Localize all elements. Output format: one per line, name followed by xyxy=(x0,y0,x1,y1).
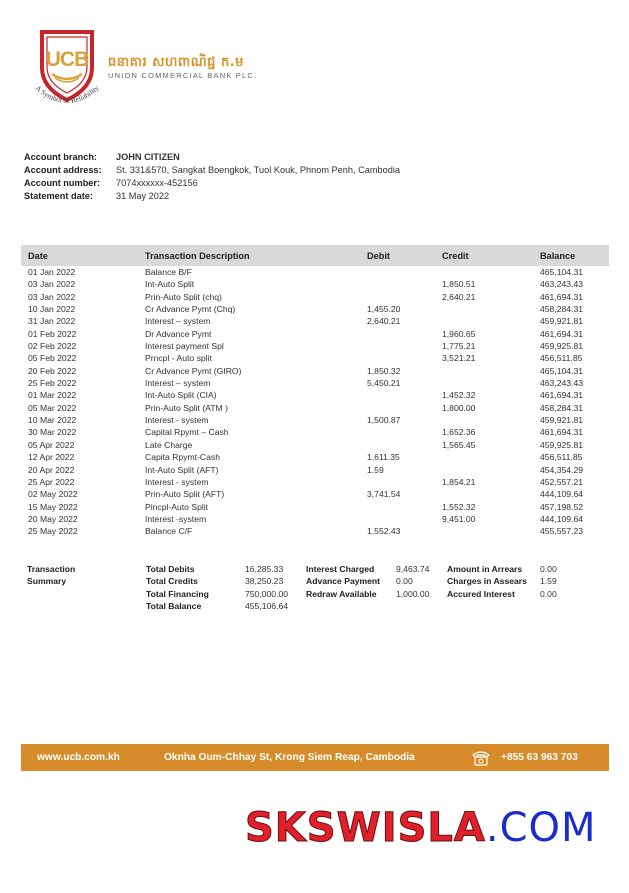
cell-credit: 1,960.65 xyxy=(442,328,476,339)
summary-value: 0.00 xyxy=(396,576,413,587)
cell-balance: 459,921.81 xyxy=(540,415,584,426)
table-row xyxy=(21,378,609,390)
header-balance: Balance xyxy=(540,251,576,261)
account-address-label: Account address: xyxy=(24,165,102,175)
summary-value: 0.00 xyxy=(540,564,557,574)
cell-balance: 456,511.85 xyxy=(540,452,583,463)
cell-date: 20 Apr 2022 xyxy=(28,464,75,475)
transactions-table-body xyxy=(21,267,609,539)
account-branch-value: JOHN CITIZEN xyxy=(116,152,180,162)
table-row xyxy=(21,267,609,279)
cell-description: Interest -system xyxy=(145,513,207,524)
summary-row xyxy=(27,589,617,601)
cell-description: Pincpl-Auto Split xyxy=(145,501,209,512)
summary-label: Advance Payment xyxy=(306,576,381,587)
cell-date: 31 Jan 2022 xyxy=(28,316,76,327)
summary-title: Transaction xyxy=(27,564,76,574)
account-number-row xyxy=(24,177,400,190)
bank-name-english: UNION COMMERCIAL BANK PLC. xyxy=(108,71,258,80)
cell-balance: 452,557.21 xyxy=(540,476,584,487)
header-date: Date xyxy=(28,251,48,261)
table-row xyxy=(21,403,609,415)
ucb-shield-icon xyxy=(28,28,106,108)
cell-balance: 459,925.81 xyxy=(540,341,584,352)
footer-phone: +855 63 963 703 xyxy=(501,752,578,763)
cell-credit: 1,775.21 xyxy=(442,341,476,352)
summary-label: Total Debits xyxy=(146,564,195,574)
cell-date: 20 May 2022 xyxy=(28,513,78,524)
account-address-value: St. 331&570, Sangkat Boengkok, Tuol Kouk, Phnom Penh, Cambodia xyxy=(116,165,400,175)
table-row xyxy=(21,502,609,514)
cell-balance: 456,511.85 xyxy=(540,353,583,364)
summary-row xyxy=(27,576,617,588)
cell-description: Interest - system xyxy=(145,415,209,426)
cell-balance: 461,694.31 xyxy=(540,390,584,401)
cell-balance: 454,354.29 xyxy=(540,464,584,475)
cell-description: Prin-Auto Split (ATM ) xyxy=(145,402,228,413)
transactions-table-header xyxy=(21,245,609,266)
table-row xyxy=(21,452,609,464)
cell-balance: 459,921.81 xyxy=(540,316,584,327)
cell-debit: 1,850.32 xyxy=(367,365,401,376)
cell-balance: 463,243.43 xyxy=(540,279,584,290)
cell-credit: 1,565.45 xyxy=(442,439,476,450)
cell-date: 05 Feb 2022 xyxy=(28,353,77,364)
cell-debit: 3,741.54 xyxy=(367,489,401,500)
cell-balance: 455,557.23 xyxy=(540,526,584,537)
cell-description: Cr Advance Pymt (Chq) xyxy=(145,304,236,315)
cell-debit: 1,611.35 xyxy=(367,452,400,463)
cell-credit: 1,854.21 xyxy=(442,476,476,487)
footer-bar xyxy=(21,744,609,771)
cell-description: Capita Rpymt-Cash xyxy=(145,452,220,463)
cell-date: 25 May 2022 xyxy=(28,526,78,537)
table-row xyxy=(21,341,609,353)
cell-balance: 465,104.31 xyxy=(540,267,584,277)
telephone-icon xyxy=(471,749,491,766)
summary-value: 1,000.00 xyxy=(396,588,430,599)
header-description: Transaction Description xyxy=(145,251,250,261)
summary-label: Charges in Assears xyxy=(447,576,527,587)
cell-date: 20 Feb 2022 xyxy=(28,365,77,376)
cell-date: 01 Mar 2022 xyxy=(28,390,77,401)
bank-logo xyxy=(28,28,106,108)
cell-description: Prncpl - Auto split xyxy=(145,353,212,364)
cell-balance: 458,284.31 xyxy=(540,402,584,413)
cell-description: Late Charge xyxy=(145,439,193,450)
summary-label: Total Balance xyxy=(146,600,202,611)
table-row xyxy=(21,279,609,291)
cell-date: 03 Jan 2022 xyxy=(28,291,76,302)
table-row xyxy=(21,353,609,365)
cell-balance: 444,109.64 xyxy=(540,513,584,524)
cell-credit: 9,451.00 xyxy=(442,513,476,524)
cell-balance: 463,243.43 xyxy=(540,378,584,389)
footer-address: Oknha Oum-Chhay St, Krong Siem Reap, Cambodia xyxy=(164,752,415,763)
cell-credit: 1,800.00 xyxy=(442,402,476,413)
table-row xyxy=(21,304,609,316)
cell-date: 01 Jan 2022 xyxy=(28,267,76,277)
cell-description: Interest – system xyxy=(145,316,211,327)
bank-name-khmer: ធនាគារ សហពាណិជ្ជ ក.ម xyxy=(108,55,244,70)
summary-label: Accured Interest xyxy=(447,588,515,599)
cell-balance: 461,694.31 xyxy=(540,328,584,339)
account-number-label: Account number: xyxy=(24,178,101,188)
table-row xyxy=(21,366,609,378)
summary-label: Interest Charged xyxy=(306,564,375,574)
footer-website-link[interactable]: www.ucb.com.kh xyxy=(37,752,120,763)
summary-label: Amount in Arrears xyxy=(447,564,523,574)
cell-date: 05 Mar 2022 xyxy=(28,402,77,413)
statement-date-label: Statement date: xyxy=(24,191,93,201)
cell-date: 10 Jan 2022 xyxy=(28,304,76,315)
summary-value: 0.00 xyxy=(540,588,557,599)
cell-debit: 1,455.20 xyxy=(367,304,401,315)
cell-balance: 461,694.31 xyxy=(540,291,584,302)
cell-description: Int-Auto Split (CIA) xyxy=(145,390,217,401)
summary-label: Total Credits xyxy=(146,576,198,587)
cell-debit: 5,450.21 xyxy=(367,378,401,389)
summary-label: Redraw Available xyxy=(306,588,377,599)
header-credit: Credit xyxy=(442,251,469,261)
table-row xyxy=(21,440,609,452)
watermark-domain: .COM xyxy=(485,805,597,851)
cell-date: 02 May 2022 xyxy=(28,489,78,500)
watermark-name: SKSWISLA xyxy=(245,805,486,851)
cell-credit: 1,652.36 xyxy=(442,427,476,438)
cell-date: 30 Mar 2022 xyxy=(28,427,77,438)
cell-date: 01 Feb 2022 xyxy=(28,328,77,339)
table-row xyxy=(21,526,609,538)
cell-description: Int-Auto Split (AFT) xyxy=(145,464,219,475)
cell-debit: 1,552.43 xyxy=(367,526,401,537)
summary-value: 750,000.00 xyxy=(245,588,289,599)
table-row xyxy=(21,390,609,402)
table-row xyxy=(21,465,609,477)
cell-date: 15 May 2022 xyxy=(28,501,78,512)
cell-description: Int-Auto Split xyxy=(145,279,195,290)
table-row xyxy=(21,477,609,489)
summary-value: 1.59 xyxy=(540,576,557,587)
summary-title: Summary xyxy=(27,576,67,587)
statement-date-value: 31 May 2022 xyxy=(116,191,170,201)
logo-tagline: A Symbol of Reliability xyxy=(33,83,101,106)
cell-date: 25 Feb 2022 xyxy=(28,378,77,389)
cell-balance: 457,198.52 xyxy=(540,501,584,512)
account-branch-label: Account branch: xyxy=(24,152,97,162)
cell-description: Interest - system xyxy=(145,476,209,487)
cell-date: 10 Mar 2022 xyxy=(28,415,77,426)
cell-credit: 1,850.51 xyxy=(442,279,476,290)
cell-description: Interest – system xyxy=(145,378,211,389)
summary-label: Total Financing xyxy=(146,588,209,599)
account-number-value: 7074xxxxxx-452156 xyxy=(116,178,198,188)
logo-text: UCB xyxy=(45,48,89,71)
summary-value: 38,250.23 xyxy=(245,576,284,587)
table-row xyxy=(21,329,609,341)
table-row xyxy=(21,427,609,439)
account-branch-row xyxy=(24,151,400,164)
cell-balance: 444,109.64 xyxy=(540,489,584,500)
account-address-row xyxy=(24,164,400,177)
table-row xyxy=(21,489,609,501)
cell-description: Cr Advance Pymt (GIRO) xyxy=(145,365,242,376)
cell-debit: 1.59 xyxy=(367,464,384,475)
table-row xyxy=(21,316,609,328)
cell-credit: 3,521.21 xyxy=(442,353,476,364)
table-row xyxy=(21,415,609,427)
header-debit: Debit xyxy=(367,251,390,261)
summary-row xyxy=(27,601,617,613)
cell-balance: 461,694.31 xyxy=(540,427,584,438)
transaction-summary xyxy=(27,564,617,613)
cell-balance: 458,284.31 xyxy=(540,304,584,315)
cell-debit: 2,640.21 xyxy=(367,316,401,327)
summary-row xyxy=(27,564,617,576)
cell-balance: 465,104.31 xyxy=(540,365,584,376)
cell-credit: 2,640.21 xyxy=(442,291,476,302)
cell-debit: 1,500.87 xyxy=(367,415,401,426)
cell-description: Dr Advance Pymt xyxy=(145,328,212,339)
cell-description: Balance C/F xyxy=(145,526,193,537)
cell-date: 05 Apr 2022 xyxy=(28,439,75,450)
watermark xyxy=(245,805,597,851)
statement-date-row xyxy=(24,190,400,203)
cell-description: Prin-Auto Split (chq) xyxy=(145,291,222,302)
summary-value: 455,106.64 xyxy=(245,600,289,611)
cell-date: 03 Jan 2022 xyxy=(28,279,76,290)
summary-value: 9,463.74 xyxy=(396,564,430,574)
cell-credit: 1,552.32 xyxy=(442,501,476,512)
account-info xyxy=(24,151,400,203)
cell-description: Interest payment Spl xyxy=(145,341,224,352)
cell-balance: 459,925.81 xyxy=(540,439,584,450)
cell-date: 12 Apr 2022 xyxy=(28,452,75,463)
cell-credit: 1,452.32 xyxy=(442,390,476,401)
cell-description: Balance B/F xyxy=(145,267,192,277)
summary-value: 16,285.33 xyxy=(245,564,284,574)
table-row xyxy=(21,514,609,526)
cell-date: 02 Feb 2022 xyxy=(28,341,77,352)
table-row xyxy=(21,292,609,304)
cell-description: Capital Rpymt – Cash xyxy=(145,427,229,438)
cell-description: Prin-Auto Split (AFT) xyxy=(145,489,225,500)
cell-date: 25 Apr 2022 xyxy=(28,476,75,487)
